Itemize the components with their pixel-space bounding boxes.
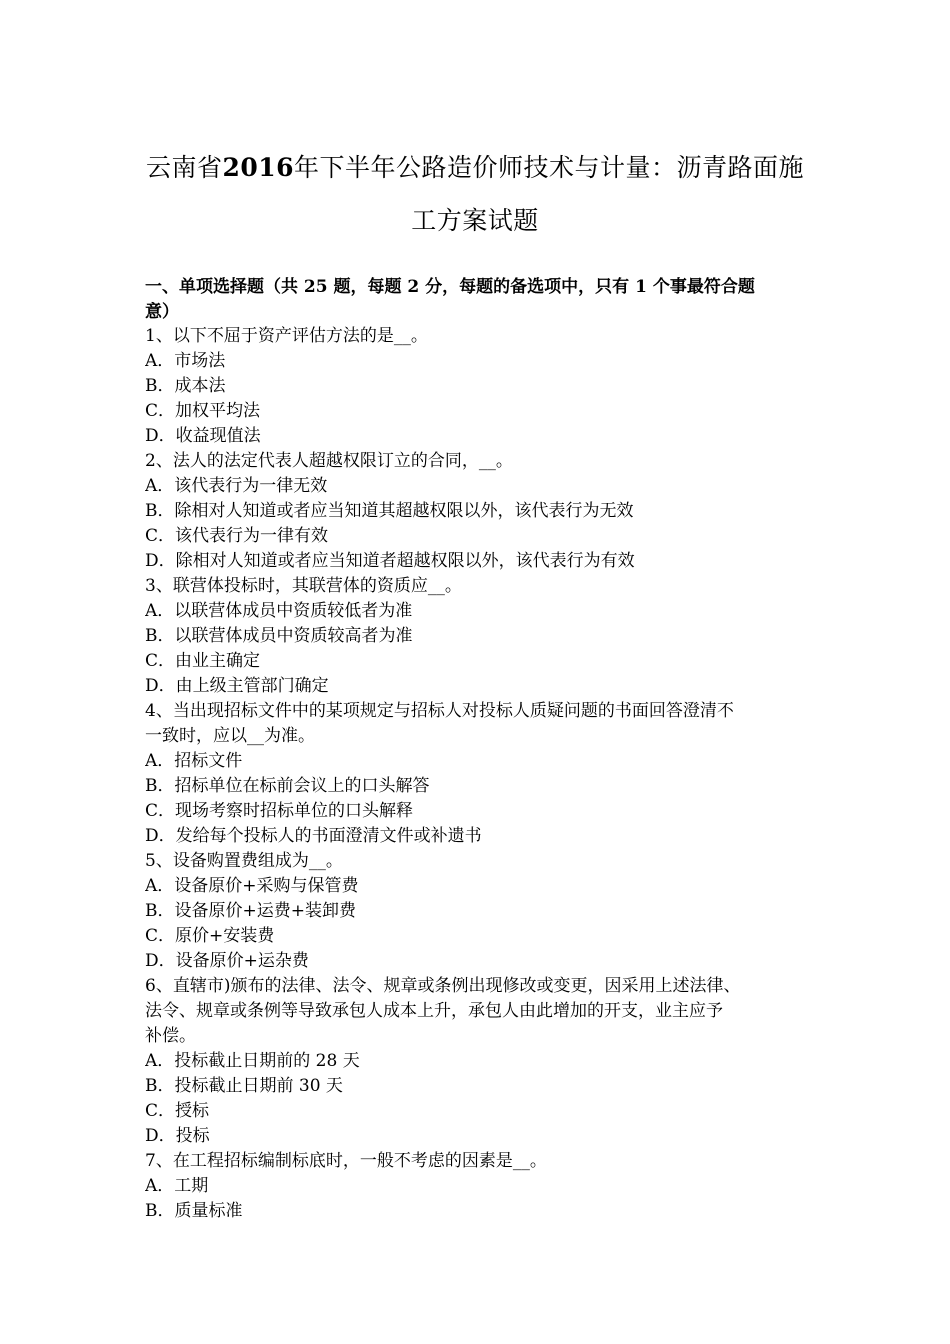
section-heading-line1: 一、单项选择题（共 25 题，每题 2 分，每题的备选项中，只有 1 个事最符合题 (145, 277, 755, 297)
answer-option: C．该代表行为一律有效 (145, 526, 329, 546)
question-list (145, 324, 815, 1224)
answer-option: B．招标单位在标前会议上的口头解答 (145, 776, 430, 796)
question-item (145, 1149, 815, 1224)
answer-option: A．工期 (145, 1176, 209, 1196)
answer-option: B．除相对人知道或者应当知道其超越权限以外，该代表行为无效 (145, 501, 634, 521)
answer-option: D．收益现值法 (145, 426, 261, 446)
question-item (145, 574, 815, 699)
question-item (145, 324, 815, 449)
section-heading (145, 275, 815, 325)
answer-option: A．设备原价+采购与保管费 (145, 876, 359, 896)
answer-option: A．市场法 (145, 351, 226, 371)
answer-option: D．发给每个投标人的书面澄清文件或补遗书 (145, 826, 482, 846)
question-stem: 3、联营体投标时，其联营体的资质应__。 (145, 576, 462, 596)
question-stem: 5、设备购置费组成为__。 (145, 851, 343, 871)
question-item (145, 849, 815, 974)
document-title-line1 (100, 153, 850, 183)
answer-option: B．成本法 (145, 376, 226, 396)
answer-option: D．投标 (145, 1126, 210, 1146)
question-stem: 1、以下不屈于资产评估方法的是__。 (145, 326, 428, 346)
question-stem-continued: 补偿。 (145, 1026, 196, 1046)
title-prefix: 云南省 (145, 153, 223, 182)
title-year: 2016 (222, 153, 295, 182)
answer-option: D．由上级主管部门确定 (145, 676, 329, 696)
answer-option: D．除相对人知道或者应当知道者超越权限以外，该代表行为有效 (145, 551, 635, 571)
answer-option: B．投标截止日期前 30 天 (145, 1076, 343, 1096)
answer-option: C．原价+安装费 (145, 926, 275, 946)
answer-option: B．设备原价+运费+装卸费 (145, 901, 356, 921)
answer-option: D．设备原价+运杂费 (145, 951, 309, 971)
question-stem: 4、当出现招标文件中的某项规定与招标人对投标人质疑问题的书面回答澄清不 (145, 701, 734, 721)
title-suffix: 年下半年公路造价师技术与计量：沥青路面施 (294, 153, 805, 182)
answer-option: B．质量标准 (145, 1201, 243, 1221)
question-item (145, 974, 815, 1149)
answer-option: C．加权平均法 (145, 401, 261, 421)
answer-option: B．以联营体成员中资质较高者为准 (145, 626, 413, 646)
answer-option: A．投标截止日期前的 28 天 (145, 1051, 360, 1071)
answer-option: A．该代表行为一律无效 (145, 476, 328, 496)
question-stem-continued: 法令、规章或条例等导致承包人成本上升，承包人由此增加的开支，业主应予 (145, 1001, 723, 1021)
answer-option: A．招标文件 (145, 751, 243, 771)
section-heading-line2: 意） (145, 302, 179, 322)
question-stem: 2、法人的法定代表人超越权限订立的合同，__。 (145, 451, 513, 471)
answer-option: C．现场考察时招标单位的口头解释 (145, 801, 414, 821)
question-stem: 6、直辖市)颁布的法律、法令、规章或条例出现修改或变更，因采用上述法律、 (145, 976, 741, 996)
answer-option: A．以联营体成员中资质较低者为准 (145, 601, 413, 621)
question-stem: 7、在工程招标编制标底时，一般不考虑的因素是__。 (145, 1151, 547, 1171)
question-item (145, 699, 815, 849)
question-stem-continued: 一致时，应以__为准。 (145, 726, 315, 746)
document-title-line2: 工方案试题 (411, 206, 539, 235)
question-item (145, 449, 815, 574)
answer-option: C．授标 (145, 1101, 210, 1121)
answer-option: C．由业主确定 (145, 651, 261, 671)
